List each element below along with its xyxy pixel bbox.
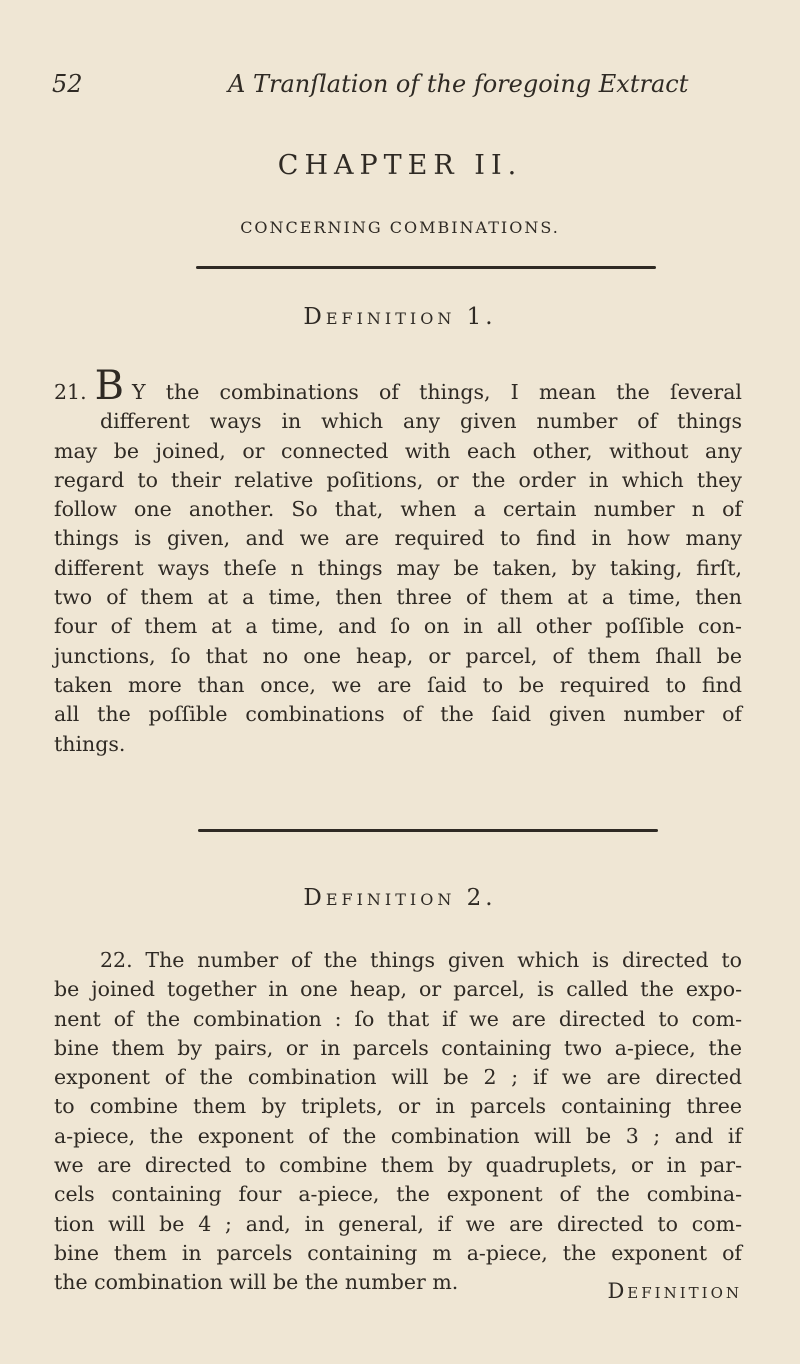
paragraph-line: two of them at a time, then three of them at a time, then xyxy=(54,585,742,610)
paragraph-line: bine them by pairs, or in parcels containing two a-piece, the xyxy=(54,1035,742,1060)
chapter-heading: CHAPTER II. xyxy=(277,150,523,181)
paragraph-line: taken more than once, we are ſaid to be required to find xyxy=(54,672,742,697)
paragraph-line: nent of the combination : ſo that if we are directed to com- xyxy=(54,1006,742,1031)
paragraph-line: bine them in parcels containing m a-piece, the exponent of xyxy=(54,1240,742,1265)
paragraph-line: things is given, and we are required to find in how many xyxy=(54,526,742,551)
paragraph-line: regard to their relative poſitions, or the order in which they xyxy=(54,467,742,492)
paragraph-line: different ways theſe n things may be taken, by taking, firſt, xyxy=(54,555,742,580)
definition-1-heading: Definition 1. xyxy=(303,304,497,330)
paragraph-line: cels containing four a-piece, the exponent of the combina- xyxy=(54,1182,742,1207)
paragraph-line: 22. The number of the things given which is directed to xyxy=(100,948,742,972)
paragraph-line: all the poſſible combinations of the ſaid given number of xyxy=(54,702,742,727)
definition-1-paragraph xyxy=(54,363,742,759)
paragraph-line: the combination will be the number m. xyxy=(54,1270,459,1295)
paragraph-line: 21. B Y the combinations of things, I mean the ſeveral xyxy=(54,363,742,409)
paragraph-line: tion will be 4 ; and, in general, if we are directed to com- xyxy=(54,1211,742,1236)
running-head xyxy=(52,70,689,106)
drop-cap: B xyxy=(94,363,125,409)
paragraph-line: may be joined, or connected with each other, without any xyxy=(54,438,742,463)
definition-2-paragraph xyxy=(54,946,742,1298)
paragraph-line: exponent of the combination will be 2 ; if we are directed xyxy=(54,1065,742,1090)
paragraph-line: junctions, ſo that no one heap, or parcel, of them ſhall be xyxy=(54,643,742,668)
paragraph-line: follow one another. So that, when a certain number n of xyxy=(54,497,742,522)
running-title: A Tranſlation of the foregoing Extract xyxy=(228,70,689,98)
definition-2-heading: Definition 2. xyxy=(303,885,497,911)
paragraph-line: be joined together in one heap, or parcel, is called the expo- xyxy=(54,977,742,1002)
catchword: Definition xyxy=(607,1279,742,1303)
paragraph-line: to combine them by triplets, or in parcels containing three xyxy=(54,1094,742,1119)
ornamental-rule xyxy=(198,829,658,832)
paragraph-line: a-piece, the exponent of the combination will be 3 ; and if xyxy=(54,1123,742,1148)
page-number: 52 xyxy=(52,70,83,98)
chapter-subtitle: CONCERNING COMBINATIONS. xyxy=(240,218,560,237)
paragraph-line: things. xyxy=(54,731,126,756)
paragraph-line: four of them at a time, and ſo on in all other poſſible con- xyxy=(54,614,742,639)
paragraph-line: we are directed to combine them by quadruplets, or in par- xyxy=(54,1153,742,1178)
ornamental-rule xyxy=(196,266,656,269)
paragraph-number: 21. xyxy=(54,380,87,404)
paragraph-line: different ways in which any given number of things xyxy=(100,409,742,434)
